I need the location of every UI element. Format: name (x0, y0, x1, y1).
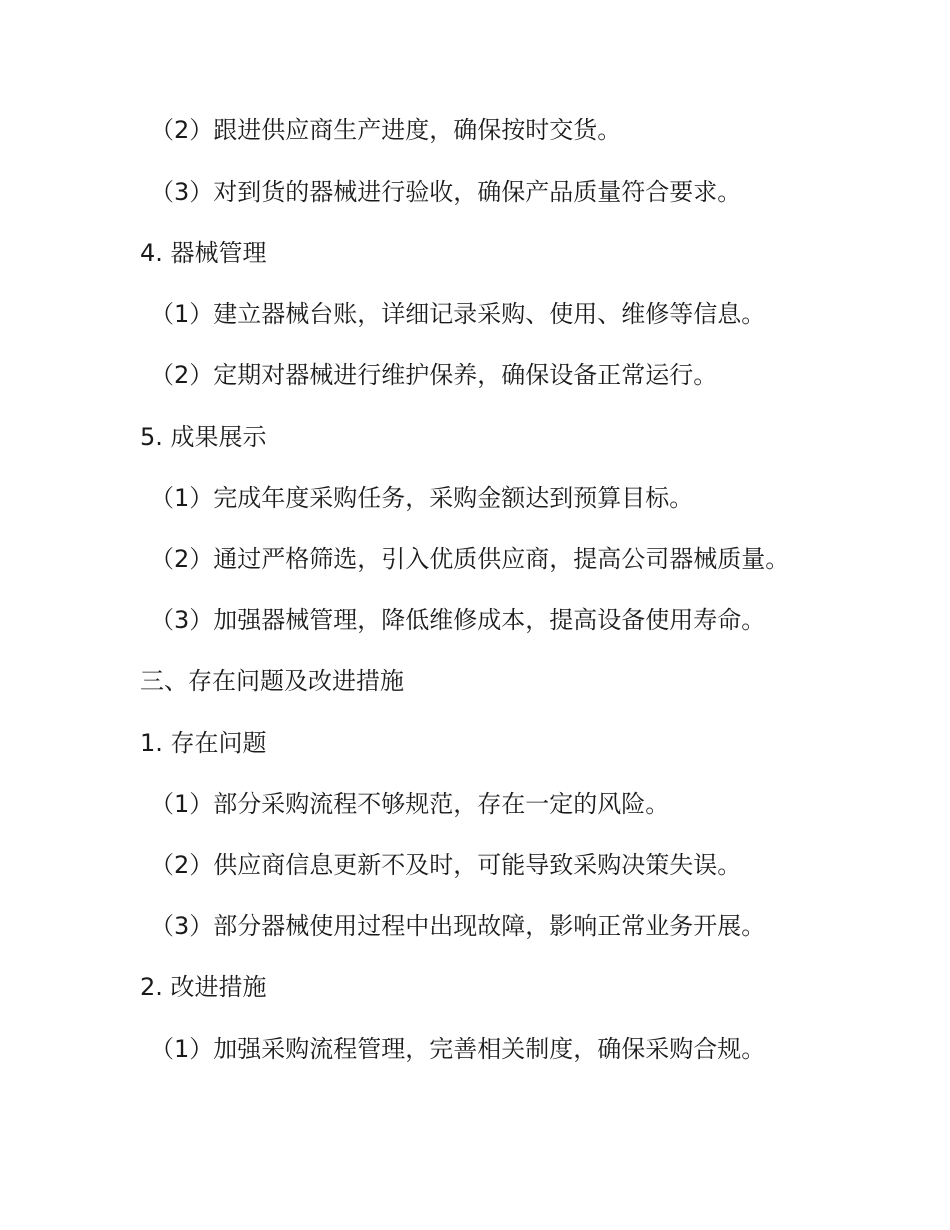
chapter-heading: 三、存在问题及改进措施 (140, 667, 404, 695)
list-item: （1）部分采购流程不够规范，存在一定的风险。 (150, 790, 670, 818)
section-heading: 5. 成果展示 (140, 423, 267, 451)
list-item: （2）定期对器械进行维护保养，确保设备正常运行。 (150, 361, 718, 389)
list-item: （3）加强器械管理，降低维修成本，提高设备使用寿命。 (150, 606, 766, 634)
list-item: （1）完成年度采购任务，采购金额达到预算目标。 (150, 484, 694, 512)
list-item: （2）供应商信息更新不及时，可能导致采购决策失误。 (150, 851, 742, 879)
list-item: （3）部分器械使用过程中出现故障，影响正常业务开展。 (150, 912, 766, 940)
section-heading: 2. 改进措施 (140, 973, 267, 1001)
section-heading: 4. 器械管理 (140, 239, 267, 267)
list-item: （1）建立器械台账，详细记录采购、使用、维修等信息。 (150, 300, 766, 328)
list-item: （2）通过严格筛选，引入优质供应商，提高公司器械质量。 (150, 545, 790, 573)
section-heading: 1. 存在问题 (140, 729, 267, 757)
list-item: （2）跟进供应商生产进度，确保按时交货。 (150, 116, 622, 144)
list-item: （3）对到货的器械进行验收，确保产品质量符合要求。 (150, 178, 742, 206)
list-item: （1）加强采购流程管理，完善相关制度，确保采购合规。 (150, 1035, 766, 1063)
